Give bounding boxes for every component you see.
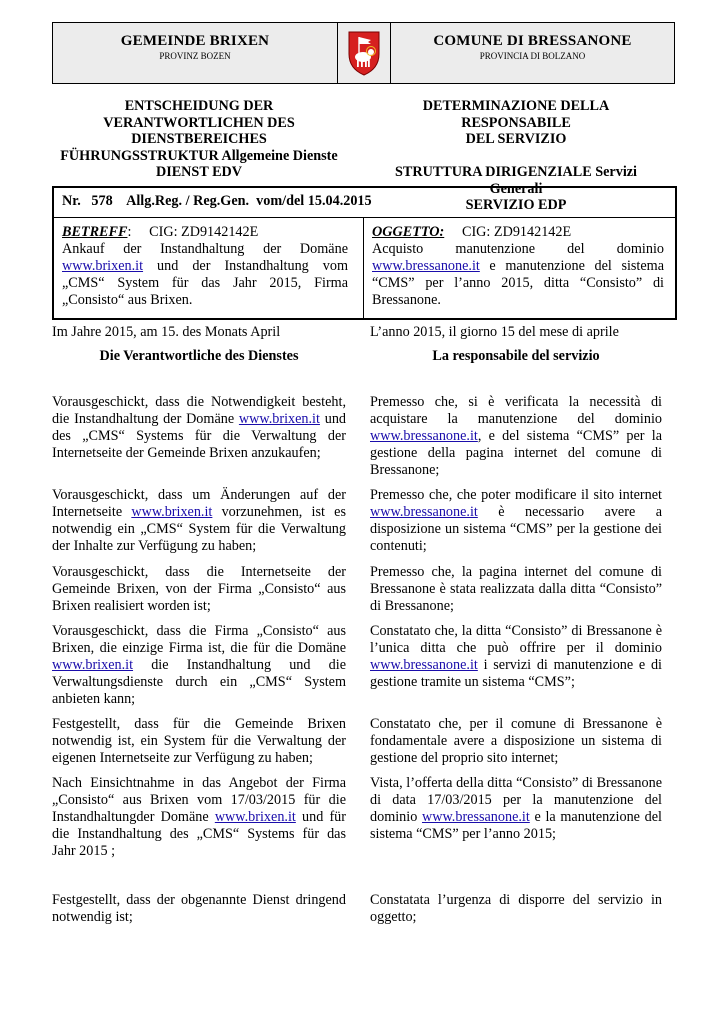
header-right: [391, 23, 674, 83]
paragraph-2-de: [52, 487, 346, 555]
subject-divider: [363, 217, 364, 318]
registration-box: [52, 186, 677, 320]
paragraph-2-it: [370, 487, 662, 555]
text: e la manutenzione del sistema “CMS” per l’anno 2015;: [370, 809, 662, 842]
decision-title-de-line3: DIENSTBEREICHES: [131, 131, 267, 147]
municipality-name-it: COMUNE DI BRESSANONE: [433, 33, 632, 49]
link-brixen[interactable]: www.brixen.it: [214, 809, 296, 825]
text: und für die Instandhaltung des „CMS“ Systems für das Jahr 2015 ;: [52, 809, 346, 859]
link-brixen[interactable]: www.brixen.it: [52, 657, 134, 673]
subject-de: [62, 224, 348, 309]
paragraph-3-de: Vorausgeschickt, dass die Internetseite der Gemeinde Brixen, von der Firma „Consisto“ aus Brixen realisiert worden ist;: [52, 564, 346, 614]
paragraph-7-de: Festgestellt, dass der obgenannte Dienst dringend notwendig ist;: [52, 892, 346, 925]
link-brixen[interactable]: www.brixen.it: [238, 411, 320, 427]
header-box: [52, 22, 675, 84]
link-brixen[interactable]: www.brixen.it: [62, 258, 144, 274]
link-brixen[interactable]: www.brixen.it: [131, 504, 213, 520]
date-it: L’anno 2015, il giorno 15 del mese di aprile: [370, 324, 619, 340]
text: vorzunehmen, ist es notwendig ein „CMS“ System für die Verwaltung der Inhalte zur Verfügung zu haben;: [52, 504, 346, 554]
text: Vorausgeschickt, dass um Änderungen auf der Internetseite: [52, 487, 346, 520]
link-bressanone[interactable]: www.bressanone.it: [372, 258, 480, 274]
registration-number: Nr. 578 Allg.Reg. / Reg.Gen. vom/del 15.04.2015: [62, 193, 372, 209]
text: die Instandhaltung und die Verwaltungsdienste durch ein „CMS“ System anbieten kann;: [52, 657, 346, 707]
paragraph-6-it: [370, 775, 662, 843]
department-it: STRUTTURA DIRIGENZIALE Servizi Generali: [394, 164, 637, 197]
decision-title-it-line2: DEL SERVIZIO: [465, 131, 567, 147]
text: , e del sistema “CMS” per la gestione della pagina internet del comune di Bressanone;: [370, 428, 662, 478]
subject-cig-it: CIG: ZD9142142E: [444, 224, 572, 240]
subject-text-de-2: und der Instandhaltung vom „CMS“ System für das Jahr 2015, Firma „Consisto“ aus Brixen.: [62, 258, 348, 308]
subject-text-it-2: e manutenzione del sistema “CMS” per l’anno 2015, ditta “Consisto” di Bressanone.: [372, 258, 664, 308]
text: Premesso che, che poter modificare il sito internet: [370, 487, 662, 503]
paragraph-6-de: [52, 775, 346, 860]
paragraph-5-it: Constatato che, per il comune di Bressanone è fondamentale avere a disposizione un sistema di gestione del proprio sito internet;: [370, 716, 662, 766]
municipality-name-de: GEMEINDE BRIXEN: [120, 33, 270, 49]
text: und des „CMS“ Systems für die Verwaltung der Internetseite der Gemeinde Brixen anzukaufen;: [52, 411, 346, 461]
decision-title-de-line1: ENTSCHEIDUNG DER: [124, 98, 274, 114]
subject-label-de: BETREFF: [62, 224, 128, 240]
service-de: DIENST EDV: [155, 164, 243, 180]
text: Vista, l’offerta della ditta “Consisto” di Bressanone di data 17/03/2015 per la manutenzione del dominio: [370, 775, 662, 825]
text: Constatato che, la ditta “Consisto” di Bressanone è l’unica ditta che può offrire per il dominio: [370, 623, 662, 656]
header-left: [53, 23, 338, 83]
link-bressanone[interactable]: www.bressanone.it: [370, 657, 478, 673]
department-de: FÜHRUNGSSTRUKTUR Allgemeine Dienste: [60, 147, 338, 164]
subject-cig-de: : CIG: ZD9142142E: [127, 224, 259, 240]
paragraph-4-de: [52, 623, 346, 708]
date-de: Im Jahre 2015, am 15. des Monats April: [52, 324, 281, 340]
subject-label-it: OGGETTO:: [372, 224, 445, 240]
subject-text-it-1: Acquisto manutenzione del dominio: [372, 241, 664, 257]
registration-number-row: [54, 188, 675, 218]
paragraph-3-it: Premesso che, la pagina internet del comune di Bressanone è stata realizzata dalla ditta “Consisto” di Bressanone;: [370, 564, 662, 614]
responsible-de: Die Verantwortliche des Dienstes: [99, 348, 299, 364]
text: i servizi di manutenzione e di gestione tramite un sistema “CMS”;: [370, 657, 662, 690]
subject-text-de-1: Ankauf der Instandhaltung der Domäne: [62, 241, 348, 257]
paragraph-5-de: Festgestellt, dass für die Gemeinde Brixen notwendig ist, ein System für die Verwaltung der eigenen Internetseite zur Verfügung zu haben;: [52, 716, 346, 766]
text: Vorausgeschickt, dass die Firma „Consisto“ aus Brixen, die einzige Firma ist, die für die Domäne: [52, 623, 346, 656]
text: Vorausgeschickt, dass die Notwendigkeit besteht, die Instandhaltung der Domäne: [52, 394, 346, 427]
paragraph-1-it: [370, 394, 662, 479]
header-crest-cell: [338, 23, 391, 83]
spacer: [370, 148, 662, 165]
link-bressanone[interactable]: www.bressanone.it: [370, 428, 478, 444]
service-it: SERVIZIO EDP: [465, 197, 567, 213]
decision-title-de: [52, 98, 346, 181]
text: è necessario avere a disposizione un sistema “CMS” per la gestione dei contenuti;: [370, 504, 662, 554]
decision-title-it-line1: DETERMINAZIONE DELLA RESPONSABILE: [422, 98, 610, 131]
link-bressanone[interactable]: www.bressanone.it: [421, 809, 530, 825]
subject-it: [372, 224, 664, 309]
paragraph-1-de: [52, 394, 346, 462]
decision-title-de-line2: VERANTWORTLICHEN DES: [103, 114, 295, 131]
province-name-it: PROVINCIA DI BOLZANO: [479, 51, 586, 61]
paragraph-7-it: Constatata l’urgenza di disporre del servizio in oggetto;: [370, 892, 662, 925]
text: Nach Einsichtnahme in das Angebot der Firma „Consisto“ aus Brixen vom 17/03/2015 für die Instandhaltungder Domäne: [52, 775, 346, 825]
province-name-de: PROVINZ BOZEN: [159, 51, 231, 61]
text: Premesso che, si è verificata la necessità di acquistare la manutenzione del dominio: [370, 394, 662, 427]
paragraph-4-it: [370, 623, 662, 691]
link-bressanone[interactable]: www.bressanone.it: [370, 504, 478, 520]
coat-of-arms-lamb-icon: [347, 30, 381, 76]
responsible-it: La responsabile del servizio: [432, 348, 600, 364]
